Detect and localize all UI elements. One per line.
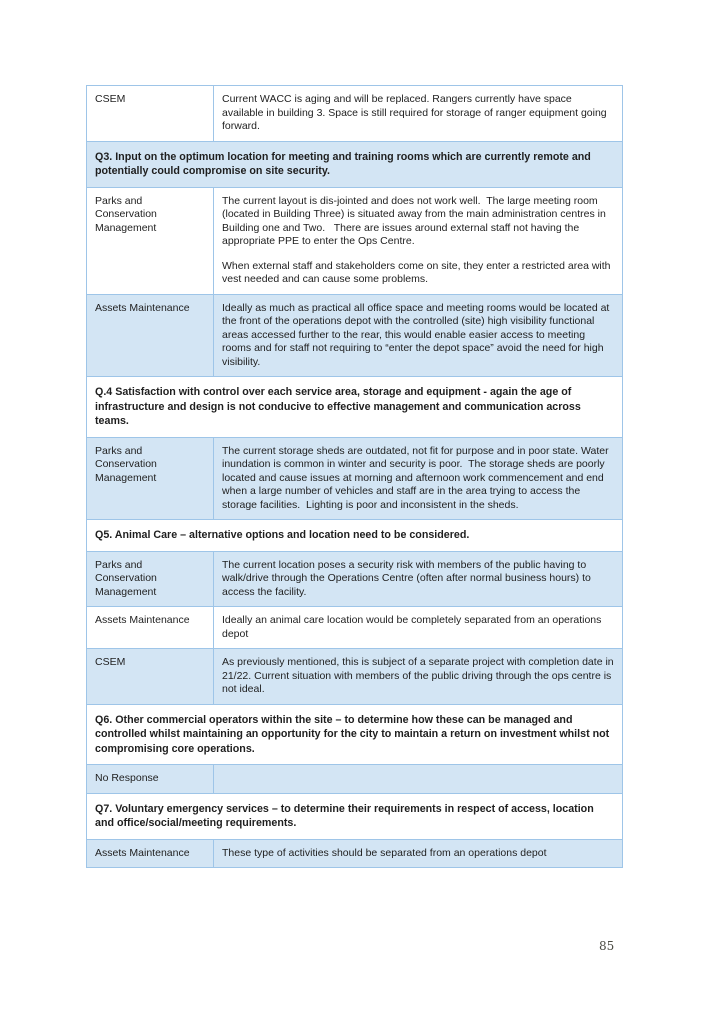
dept-cell: CSEM	[87, 649, 214, 705]
response-cell	[214, 294, 623, 377]
table-row	[87, 649, 623, 705]
dept-cell: Parks and Conservation Management	[87, 437, 214, 520]
question-row	[87, 141, 623, 187]
dept-cell: Assets Maintenance	[87, 607, 214, 649]
dept-cell: No Response	[87, 765, 214, 794]
table-row	[87, 437, 623, 520]
feedback-table	[86, 85, 623, 868]
response-paragraph: Current WACC is aging and will be replaced. Rangers currently have space available in building 3. Space is still required for storage of ranger equipment going forward.	[222, 93, 610, 132]
table-row	[87, 187, 623, 294]
dept-cell: CSEM	[87, 86, 214, 142]
dept-cell: Parks and Conservation Management	[87, 551, 214, 607]
page-number: 85	[599, 939, 615, 953]
response-paragraph: When external staff and stakeholders come on site, they enter a restricted area with vest needed and can cause some problems.	[222, 259, 614, 285]
response-paragraph: The current layout is dis-jointed and does not work well. The large meeting room (located in Building Three) is situated away from the main administration centres in Building one and Two. There are issues around external staff not having the appropriate PPE to enter the Ops Centre.	[222, 194, 609, 247]
dept-cell: Assets Maintenance	[87, 294, 214, 377]
response-paragraph: As previously mentioned, this is subject of a separate project with completion date in 21/22. Current situation with members of the public driving through the ops centre is not ideal.	[222, 656, 617, 695]
question-text: Q7. Voluntary emergency services – to determine their requirements in respect of access, location and office/social/meeting requirements.	[87, 793, 623, 839]
question-row	[87, 377, 623, 438]
question-row	[87, 704, 623, 765]
question-row	[87, 793, 623, 839]
question-text: Q3. Input on the optimum location for meeting and training rooms which are currently remote and potentially could compromise on site security.	[87, 141, 623, 187]
response-cell	[214, 187, 623, 294]
response-cell	[214, 551, 623, 607]
table-row	[87, 765, 623, 794]
table-row	[87, 839, 623, 868]
dept-cell: Assets Maintenance	[87, 839, 214, 868]
response-cell	[214, 437, 623, 520]
response-cell	[214, 649, 623, 705]
table-row	[87, 86, 623, 142]
question-text: Q5. Animal Care – alternative options and location need to be considered.	[87, 520, 623, 552]
response-cell	[214, 839, 623, 868]
response-cell	[214, 607, 623, 649]
question-text: Q6. Other commercial operators within the site – to determine how these can be managed and controlled whilst maintaining an opportunity for the city to maintain a return on investment whilst not compromising core operations.	[87, 704, 623, 765]
response-paragraph: These type of activities should be separated from an operations depot	[222, 846, 547, 859]
table-row	[87, 551, 623, 607]
response-paragraph: Ideally as much as practical all office space and meeting rooms would be located at the front of the operations depot with the controlled (site) high visibility functional areas accessed further to the rear, this would enable easier access to meeting rooms and for staff not requiring to “enter the depot space” avoid the need for high visibility.	[222, 301, 613, 368]
response-paragraph: The current storage sheds are outdated, not fit for purpose and in poor state. Water inundation is common in winter and security is poor. The storage sheds are poorly located and cause issues at morning and afternoon work commencement and end when a large number of vehicles and staff are in the area trying to access the storage facilities. Lighting is poor and inconsistent in the sheds.	[222, 444, 612, 511]
response-cell	[214, 86, 623, 142]
question-row	[87, 520, 623, 552]
table-row	[87, 294, 623, 377]
table-row	[87, 607, 623, 649]
response-cell	[214, 765, 623, 794]
response-paragraph: The current location poses a security risk with members of the public having to walk/drive through the Operations Centre (often after normal business hours) to access the facility.	[222, 558, 594, 598]
question-text: Q.4 Satisfaction with control over each service area, storage and equipment - again the age of infrastructure and design is not conducive to effective management and communication across teams.	[87, 377, 623, 438]
dept-cell: Parks and Conservation Management	[87, 187, 214, 294]
response-paragraph: Ideally an animal care location would be completely separated from an operations depot	[222, 614, 605, 640]
